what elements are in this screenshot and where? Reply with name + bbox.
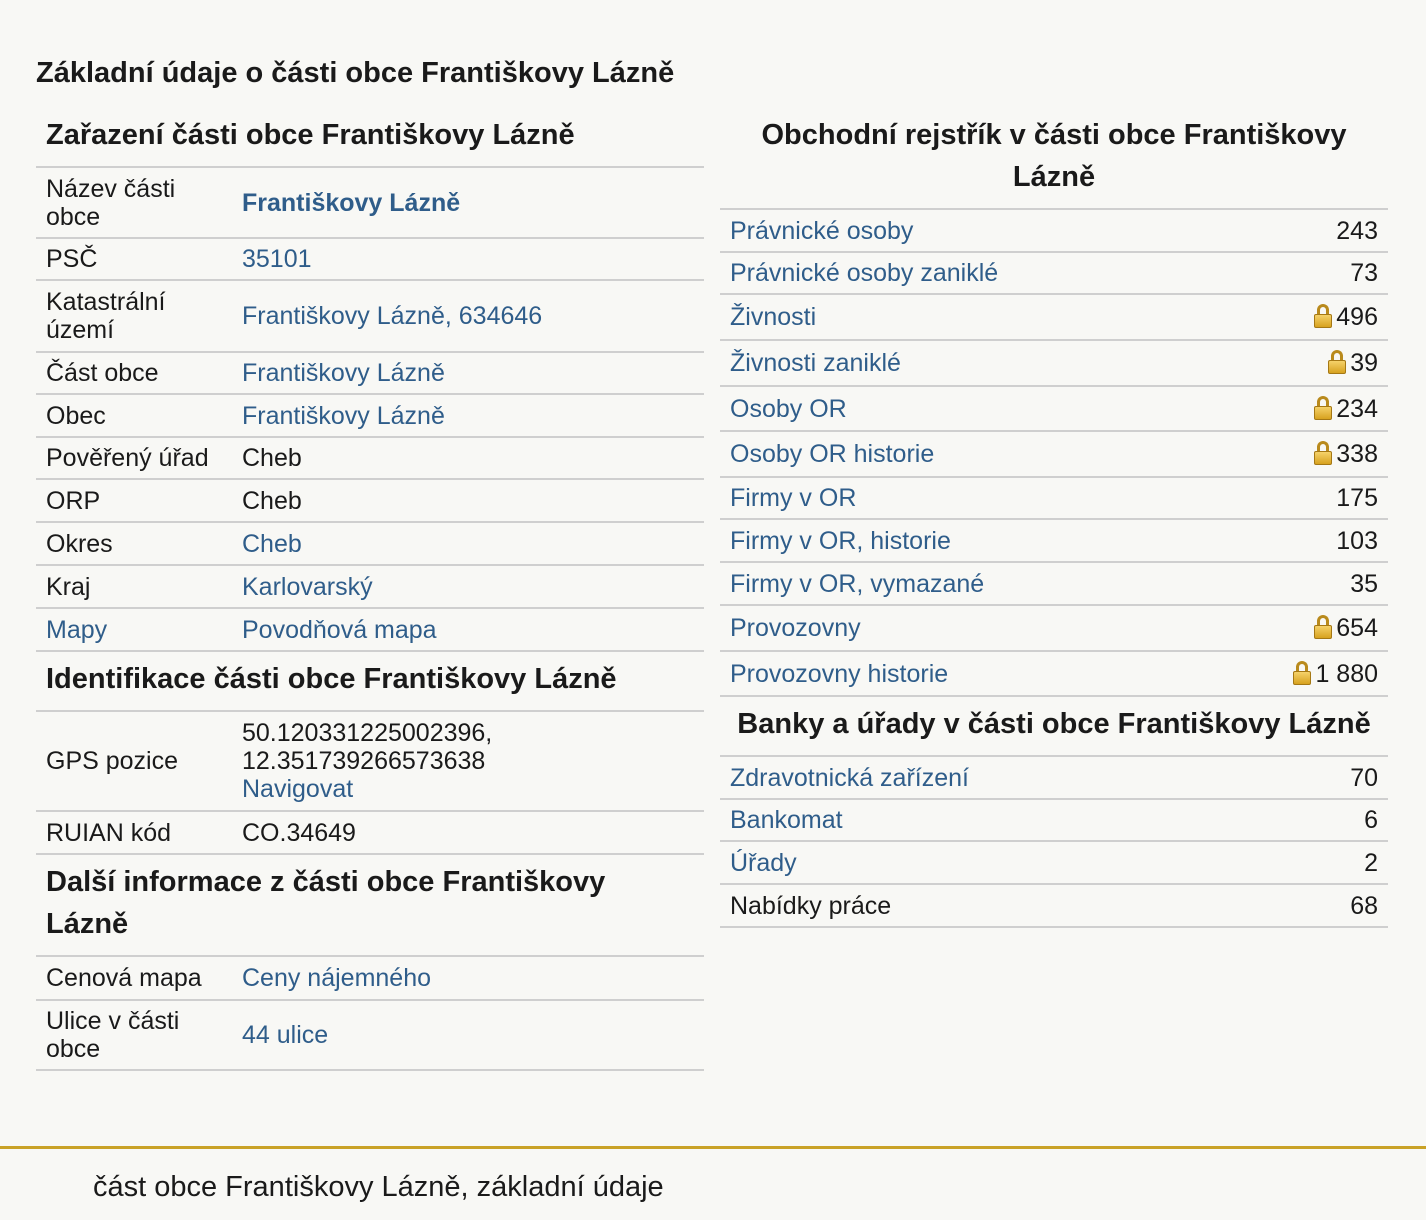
section-heading-identifikace: Identifikace části obce Františkovy Lázně (36, 652, 704, 712)
row-value: Cheb (232, 437, 704, 479)
row-link[interactable]: Bankomat (730, 806, 843, 834)
row-link[interactable]: Provozovny historie (730, 659, 949, 688)
footer-divider (0, 1146, 1426, 1149)
row-label: Obec (36, 394, 232, 437)
table-row (720, 605, 1388, 651)
navigovat-link[interactable]: Navigovat (242, 775, 354, 803)
row-label: Kraj (36, 565, 232, 608)
row-label: Ulice v části obce (36, 1000, 232, 1070)
ceny-najemneho-link[interactable]: Ceny nájemného (242, 964, 432, 992)
row-label: ORP (36, 479, 232, 522)
row-link[interactable]: Úřady (730, 848, 797, 877)
table-row (36, 608, 704, 651)
row-label: Pověřený úřad (36, 437, 232, 479)
gps-longitude: 12.351739266573638 (242, 747, 486, 775)
row-link[interactable]: Firmy v OR, vymazané (730, 569, 985, 598)
row-label: PSČ (36, 238, 232, 280)
gps-latitude: 50.120331225002396, (242, 719, 493, 747)
row-count: 1 880 (1315, 659, 1378, 688)
row-count: 243 (1336, 216, 1378, 245)
ruian-value: CO.34649 (232, 811, 704, 854)
row-link[interactable]: Firmy v OR (730, 484, 857, 512)
table-row (720, 477, 1388, 519)
ulice-link[interactable]: 44 ulice (242, 1021, 329, 1049)
row-count: 70 (1350, 763, 1378, 792)
table-row (36, 394, 704, 437)
table-row (36, 238, 704, 280)
right-column (720, 108, 1388, 928)
row-label: Cenová mapa (36, 957, 232, 1000)
table-row (36, 565, 704, 608)
row-count: 496 (1336, 303, 1378, 331)
table-row (720, 210, 1388, 252)
row-count: 103 (1336, 526, 1378, 555)
row-count: 234 (1336, 394, 1378, 423)
psc-link[interactable]: 35101 (242, 245, 312, 273)
table-row (36, 957, 704, 1000)
table-row (36, 437, 704, 479)
row-label: Název části obce (36, 168, 232, 238)
table-row (720, 651, 1388, 696)
katastralni-uzemi-link[interactable]: Františkovy Lázně, 634646 (242, 302, 543, 330)
zarazeni-table (36, 168, 704, 652)
kraj-link[interactable]: Karlovarský (242, 572, 373, 601)
table-row (36, 522, 704, 565)
lock-icon[interactable] (1314, 615, 1332, 639)
page-title: Základní údaje o části obce Františkovy Lázně (36, 57, 675, 89)
section-heading-zarazeni: Zařazení části obce Františkovy Lázně (36, 108, 704, 168)
okres-link[interactable]: Cheb (242, 529, 302, 558)
row-count: 338 (1336, 440, 1378, 468)
row-link[interactable]: Zdravotnická zařízení (730, 763, 969, 792)
row-link[interactable]: Právnické osoby zaniklé (730, 259, 999, 287)
row-count: 39 (1350, 349, 1378, 377)
row-link[interactable]: Osoby OR historie (730, 440, 935, 468)
cast-obce-link[interactable]: Františkovy Lázně (242, 359, 445, 387)
row-link[interactable]: Právnické osoby (730, 216, 914, 245)
lock-icon[interactable] (1314, 441, 1332, 465)
row-label: Nabídky práce (720, 884, 1284, 927)
row-count: 654 (1336, 614, 1378, 642)
row-count: 73 (1350, 259, 1378, 287)
povodnova-mapa-link[interactable]: Povodňová mapa (242, 615, 437, 644)
table-row (720, 294, 1388, 340)
table-row (720, 519, 1388, 562)
table-row (36, 1000, 704, 1070)
table-row (720, 562, 1388, 605)
row-count: 175 (1336, 484, 1378, 512)
row-label: RUIAN kód (36, 811, 232, 854)
identifikace-table (36, 712, 704, 855)
table-row (720, 431, 1388, 477)
row-count: 35 (1350, 569, 1378, 598)
section-heading-dalsi: Další informace z části obce Františkovy Lázně (36, 855, 704, 957)
row-link[interactable]: Firmy v OR, historie (730, 526, 951, 555)
table-row (36, 479, 704, 522)
row-label: GPS pozice (36, 712, 232, 811)
banky-table (720, 757, 1388, 928)
lock-icon[interactable] (1314, 396, 1332, 420)
left-column (36, 108, 704, 1071)
section-heading-obchodni-rejstrik: Obchodní rejstřík v části obce Františkovy Lázně (720, 108, 1388, 210)
row-link[interactable]: Osoby OR (730, 394, 847, 423)
table-row (720, 340, 1388, 386)
section-heading-banky: Banky a úřady v části obce Františkovy Lázně (720, 697, 1388, 757)
row-label: Katastrální území (36, 280, 232, 352)
table-row (36, 352, 704, 394)
row-link[interactable]: Provozovny (730, 614, 861, 642)
table-row (720, 252, 1388, 294)
obec-link[interactable]: Františkovy Lázně (242, 401, 445, 430)
row-count: 6 (1364, 806, 1378, 834)
dalsi-table (36, 957, 704, 1071)
table-row (720, 386, 1388, 431)
lock-icon[interactable] (1293, 661, 1311, 685)
row-count: 68 (1350, 891, 1378, 920)
row-label: Část obce (36, 352, 232, 394)
table-row (36, 168, 704, 238)
table-row (36, 280, 704, 352)
mapy-link[interactable]: Mapy (46, 615, 108, 644)
lock-icon[interactable] (1314, 304, 1332, 328)
table-row (720, 799, 1388, 841)
row-link[interactable]: Živnosti (730, 303, 817, 331)
row-value: Cheb (232, 479, 704, 522)
row-count: 2 (1364, 848, 1378, 877)
row-label: Okres (36, 522, 232, 565)
table-row (36, 712, 704, 811)
footer-text: část obce Františkovy Lázně, základní údaje (93, 1171, 664, 1203)
obchodni-rejstrik-table (720, 210, 1388, 697)
table-row (720, 757, 1388, 799)
row-link[interactable]: Živnosti zaniklé (730, 349, 901, 377)
nazev-casti-obce-link[interactable]: Františkovy Lázně (242, 188, 461, 217)
table-row (36, 811, 704, 854)
lock-icon[interactable] (1328, 350, 1346, 374)
table-row (720, 841, 1388, 884)
table-row (720, 884, 1388, 927)
